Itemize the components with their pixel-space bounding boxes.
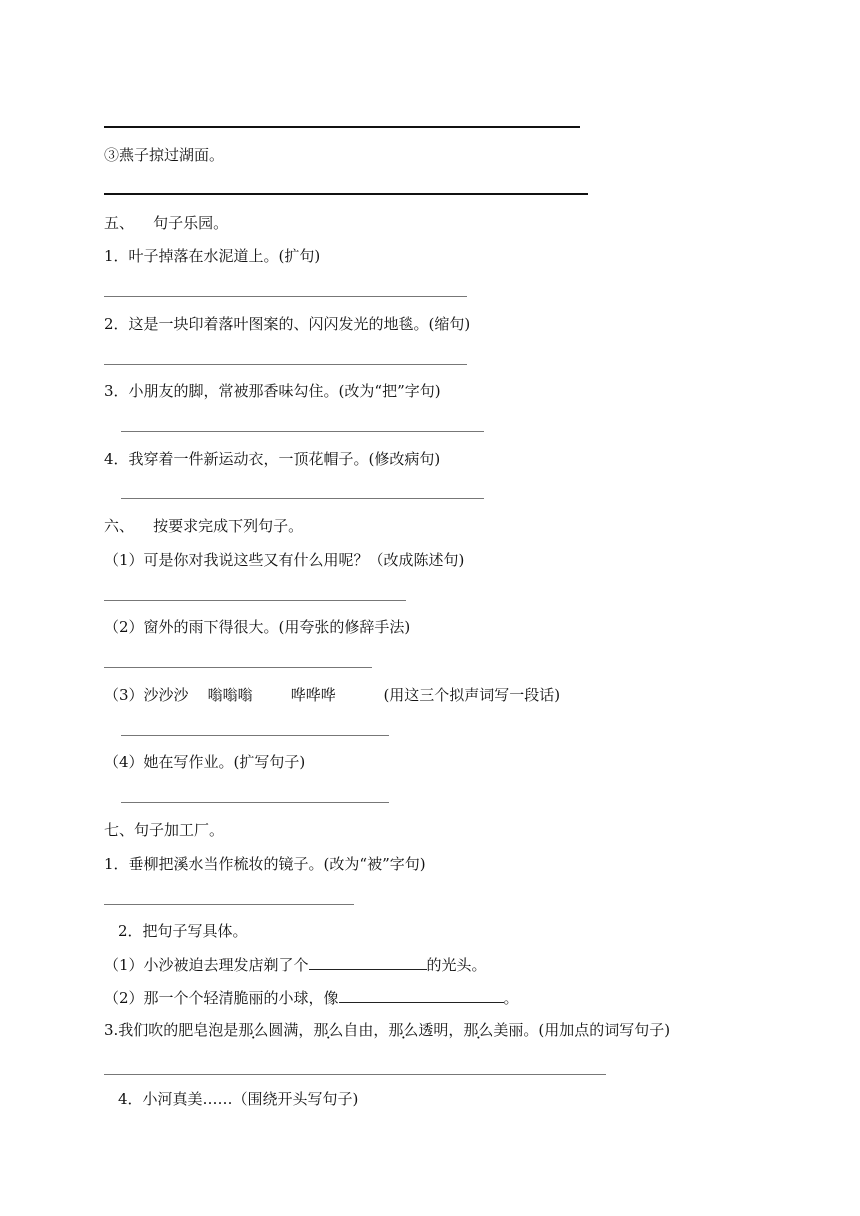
- fill-blank-1[interactable]: [309, 955, 427, 970]
- s7-answer-line-1[interactable]: [104, 904, 354, 905]
- prev-item-3: ③燕子掠过湖面。: [104, 146, 225, 164]
- s6-question-3: （3）沙沙沙 嗡嗡嗡 哗哗哗 (用这三个拟声词写一段话): [104, 686, 561, 704]
- s7-q2-2-before: （2）那一个个轻清脆丽的小球，像: [104, 989, 339, 1007]
- s6-answer-line-3[interactable]: [121, 735, 389, 736]
- s6-question-1: （1）可是你对我说这些又有什么用呢？（改成陈述句): [104, 551, 465, 569]
- q3-dotted-word-2: 那么: [313, 1021, 344, 1039]
- s6-question-4: （4）她在写作业。(扩写句子): [104, 753, 306, 771]
- q3-text-4: 透明，: [418, 1021, 464, 1039]
- s7-answer-line-3[interactable]: [104, 1074, 606, 1075]
- s5-answer-line-1[interactable]: [104, 296, 467, 297]
- s5-question-3: 3．小朋友的脚，常被那香味勾住。(改为“把”字句): [104, 382, 441, 400]
- q3-text-2: 圆满，: [268, 1021, 314, 1039]
- s7-question-3: [104, 1020, 670, 1040]
- s7-q2-1-before: （1）小沙被迫去理发店剃了个: [104, 956, 309, 974]
- s6-answer-line-2[interactable]: [104, 667, 372, 668]
- s6-question-2: （2）窗外的雨下得很大。(用夸张的修辞手法): [104, 618, 411, 636]
- s6-answer-line-4[interactable]: [121, 802, 389, 803]
- s7-q2-1-after: 的光头。: [426, 956, 487, 974]
- s7-question-1: 1．垂柳把溪水当作梳妆的镜子。(改为“被”字句): [104, 855, 426, 873]
- s5-answer-line-3[interactable]: [121, 431, 484, 432]
- q3-text-3: 自由，: [343, 1021, 389, 1039]
- s7-question-2-1: [104, 955, 487, 975]
- s5-answer-line-2[interactable]: [104, 364, 467, 365]
- s7-q2-2-after: 。: [503, 989, 519, 1007]
- q3-dotted-word-1: 那么: [238, 1021, 269, 1039]
- q3-dotted-word-3: 那么: [388, 1021, 419, 1039]
- s5-question-1: 1．叶子掉落在水泥道上。(扩句): [104, 247, 321, 265]
- s7-question-2-2: [104, 988, 519, 1008]
- s5-answer-line-4[interactable]: [121, 498, 484, 499]
- section-5-heading: 五、 句子乐园。: [104, 214, 229, 232]
- s5-question-4: 4．我穿着一件新运动衣，一顶花帽子。(修改病句): [104, 450, 441, 468]
- answer-line-prev-2[interactable]: [104, 193, 588, 195]
- fill-blank-2[interactable]: [339, 988, 504, 1003]
- s5-question-2: 2．这是一块印着落叶图案的、闪闪发光的地毯。(缩句): [104, 315, 471, 333]
- section-6-heading: 六、 按要求完成下列句子。: [104, 517, 304, 535]
- answer-line-prev-1[interactable]: [104, 126, 580, 128]
- q3-dotted-word-4: 那么: [463, 1021, 494, 1039]
- q3-text-1: 3.我们吹的肥皂泡是: [104, 1021, 239, 1039]
- s6-answer-line-1[interactable]: [104, 600, 406, 601]
- section-7-heading: 七、句子加工厂。: [104, 821, 225, 839]
- s7-question-4: 4．小河真美……（围绕开头写句子): [118, 1090, 359, 1108]
- s7-question-2-title: 2．把句子写具体。: [118, 922, 248, 940]
- q3-text-5: 美丽。(用加点的词写句子): [493, 1021, 671, 1039]
